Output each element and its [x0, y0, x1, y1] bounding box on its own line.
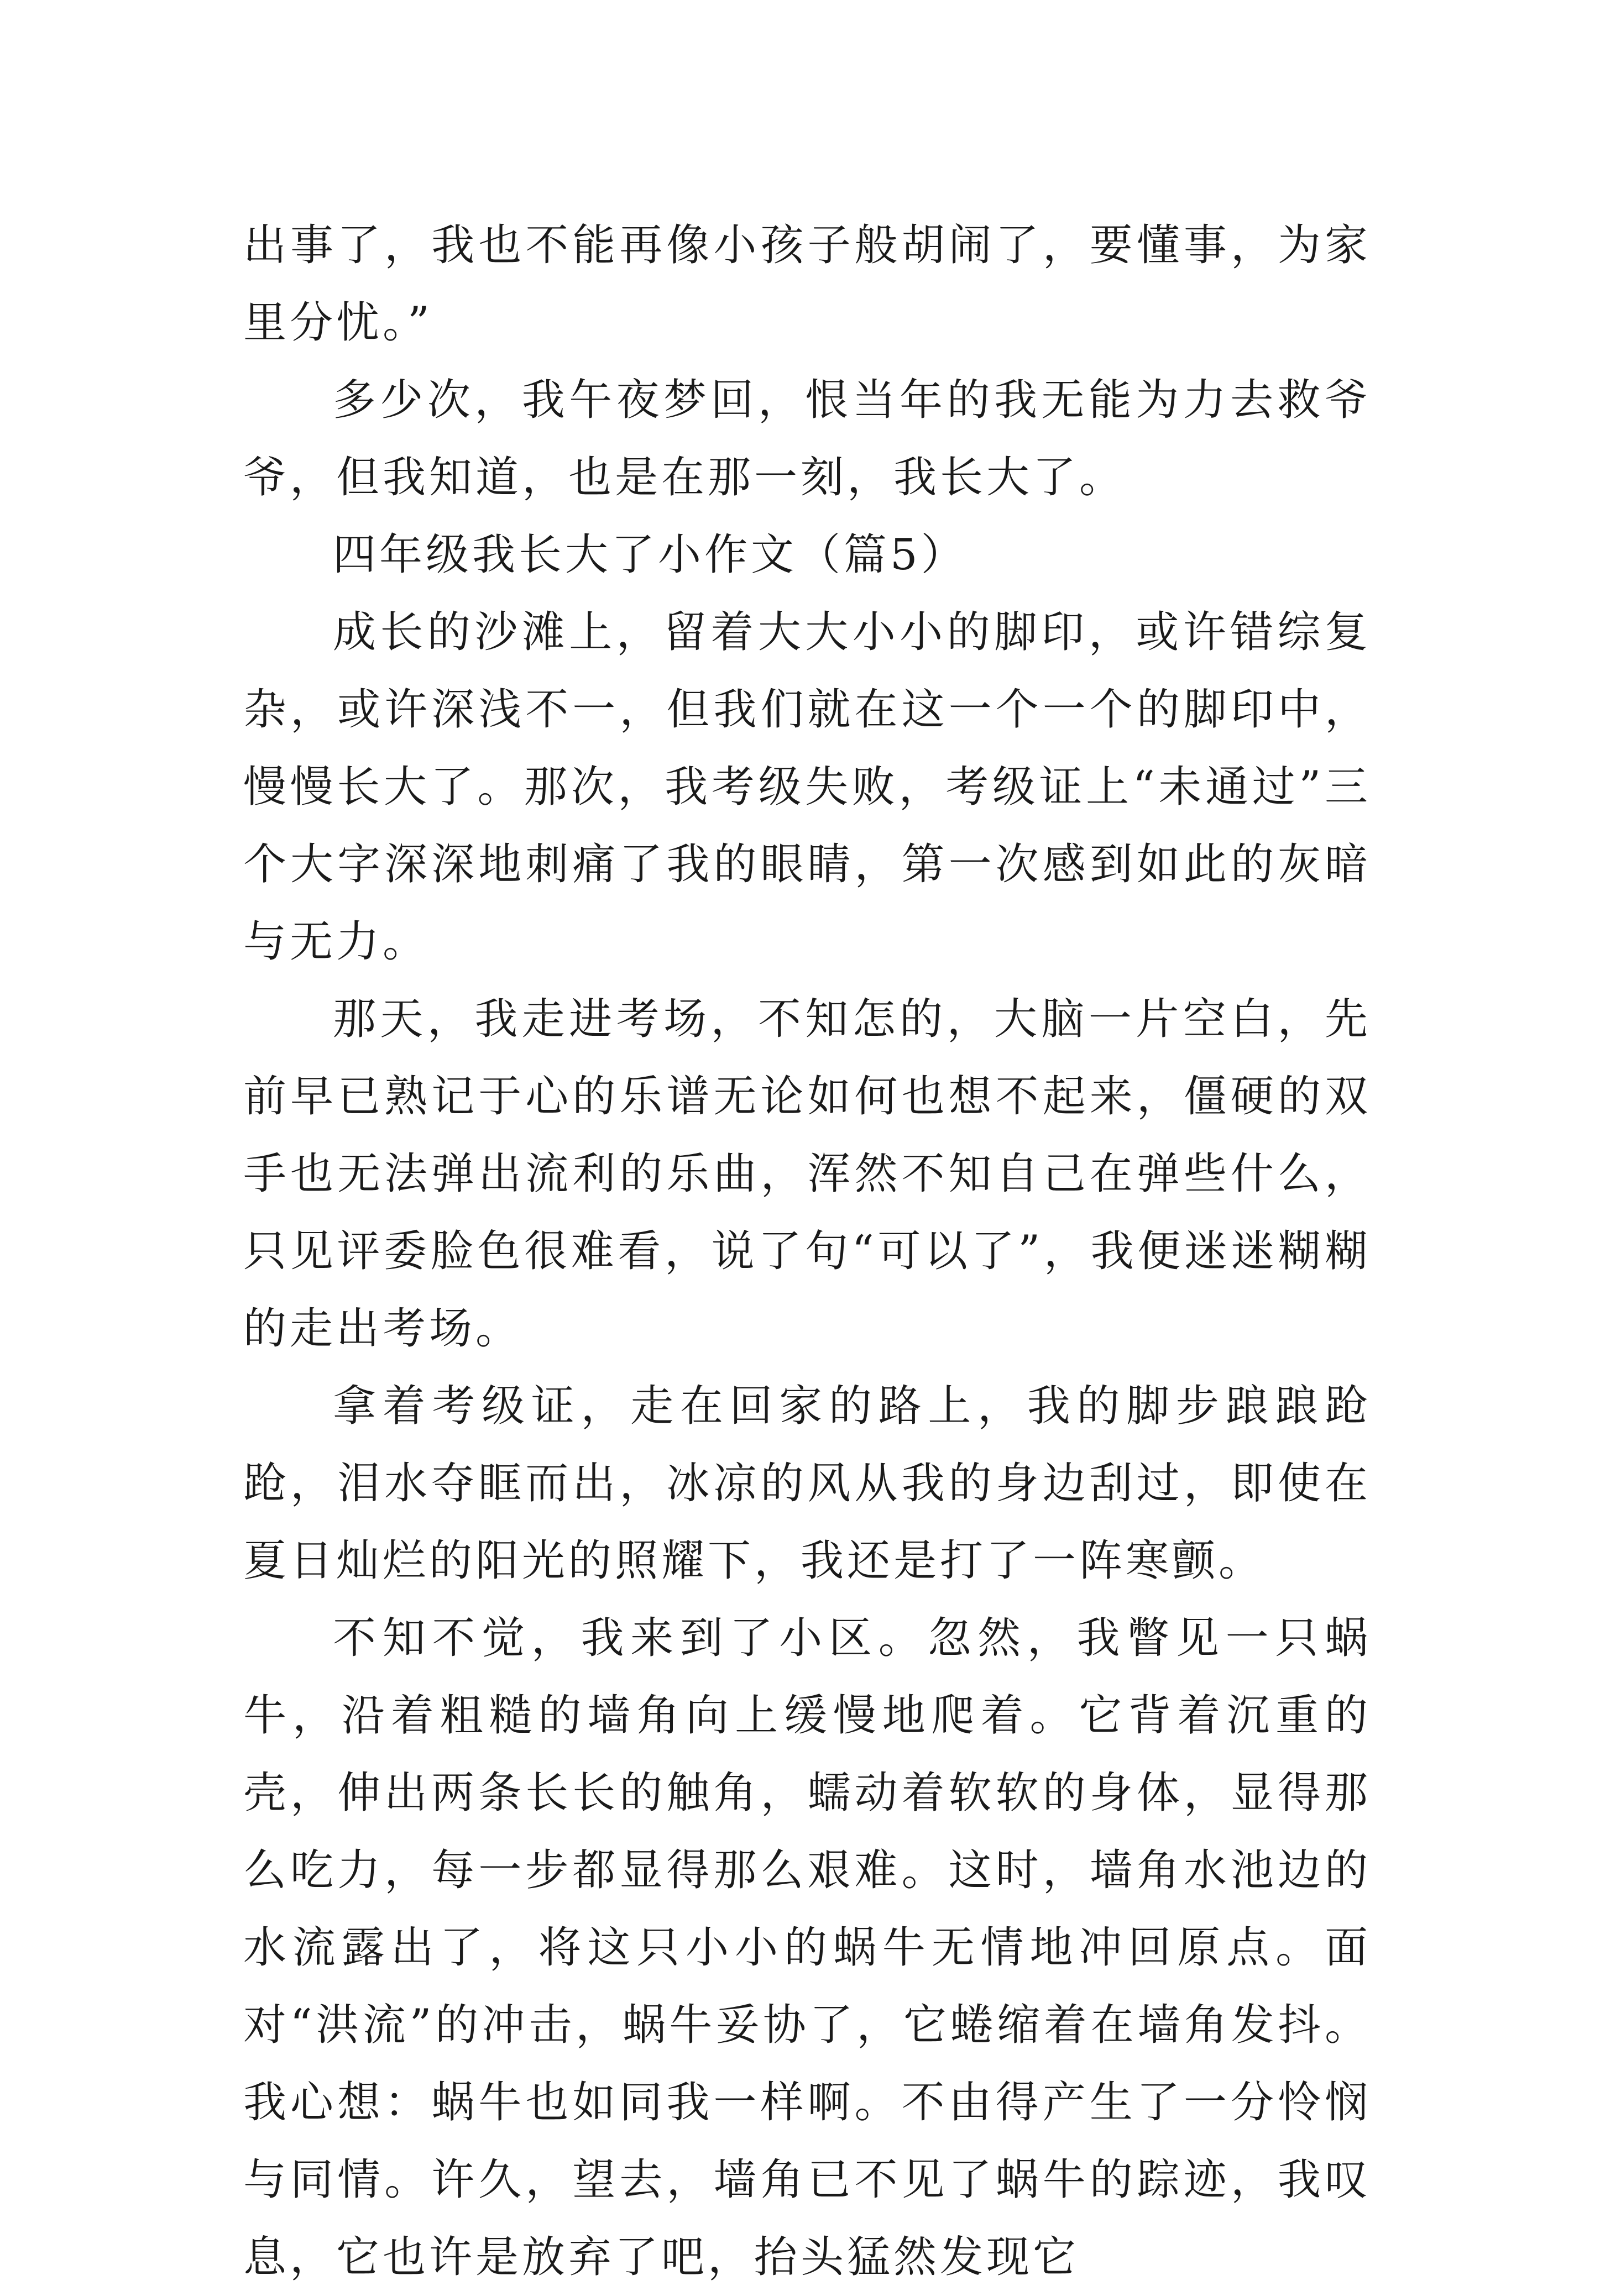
paragraph-5: 拿着考级证，走在回家的路上，我的脚步踉踉跄跄，泪水夺眶而出，冰凉的风从我的身边刮过，即使在夏日灿烂的阳光的照耀下，我还是打了一阵寒颤。 — [243, 1381, 1371, 1586]
document-body — [243, 207, 1371, 2296]
paragraph-2: 多少次，我午夜梦回，恨当年的我无能为力去救爷爷，但我知道，也是在那一刻，我长大了。 — [243, 375, 1371, 502]
paragraph-3: 成长的沙滩上，留着大大小小的脚印，或许错综复杂，或许深浅不一，但我们就在这一个一个的脚印中，慢慢长大了。那次，我考级失败，考级证上“未通过”三个大字深深地刺痛了我的眼睛，第一次感到如此的灰暗与无力。 — [243, 607, 1371, 967]
paragraph-6: 不知不觉，我来到了小区。忽然，我瞥见一只蜗牛，沿着粗糙的墙角向上缓慢地爬着。它背着沉重的壳，伸出两条长长的触角，蠕动着软软的身体，显得那么吃力，每一步都显得那么艰难。这时，墙角水池边的水流露出了，将这只小小的蜗牛无情地冲回原点。面对“洪流”的冲击，蜗牛妥协了，它蜷缩着在墙角发抖。我心想：蜗牛也如同我一样啊。不由得产生了一分怜悯与同情。许久，望去，墙角已不见了蜗牛的踪迹，我叹息，它也许是放弃了吧，抬头猛然发现它 — [243, 1613, 1371, 2282]
paragraph-1: 出事了，我也不能再像小孩子般胡闹了，要懂事，为家里分忧。” — [243, 221, 1371, 348]
paragraph-4: 那天，我走进考场，不知怎的，大脑一片空白，先前早已熟记于心的乐谱无论如何也想不起来，僵硬的双手也无法弹出流利的乐曲，浑然不知自己在弹些什么，只见评委脸色很难看，说了句“可以了”，我便迷迷糊糊的走出考场。 — [243, 994, 1371, 1354]
section-heading: 四年级我长大了小作文（篇5） — [333, 530, 968, 580]
